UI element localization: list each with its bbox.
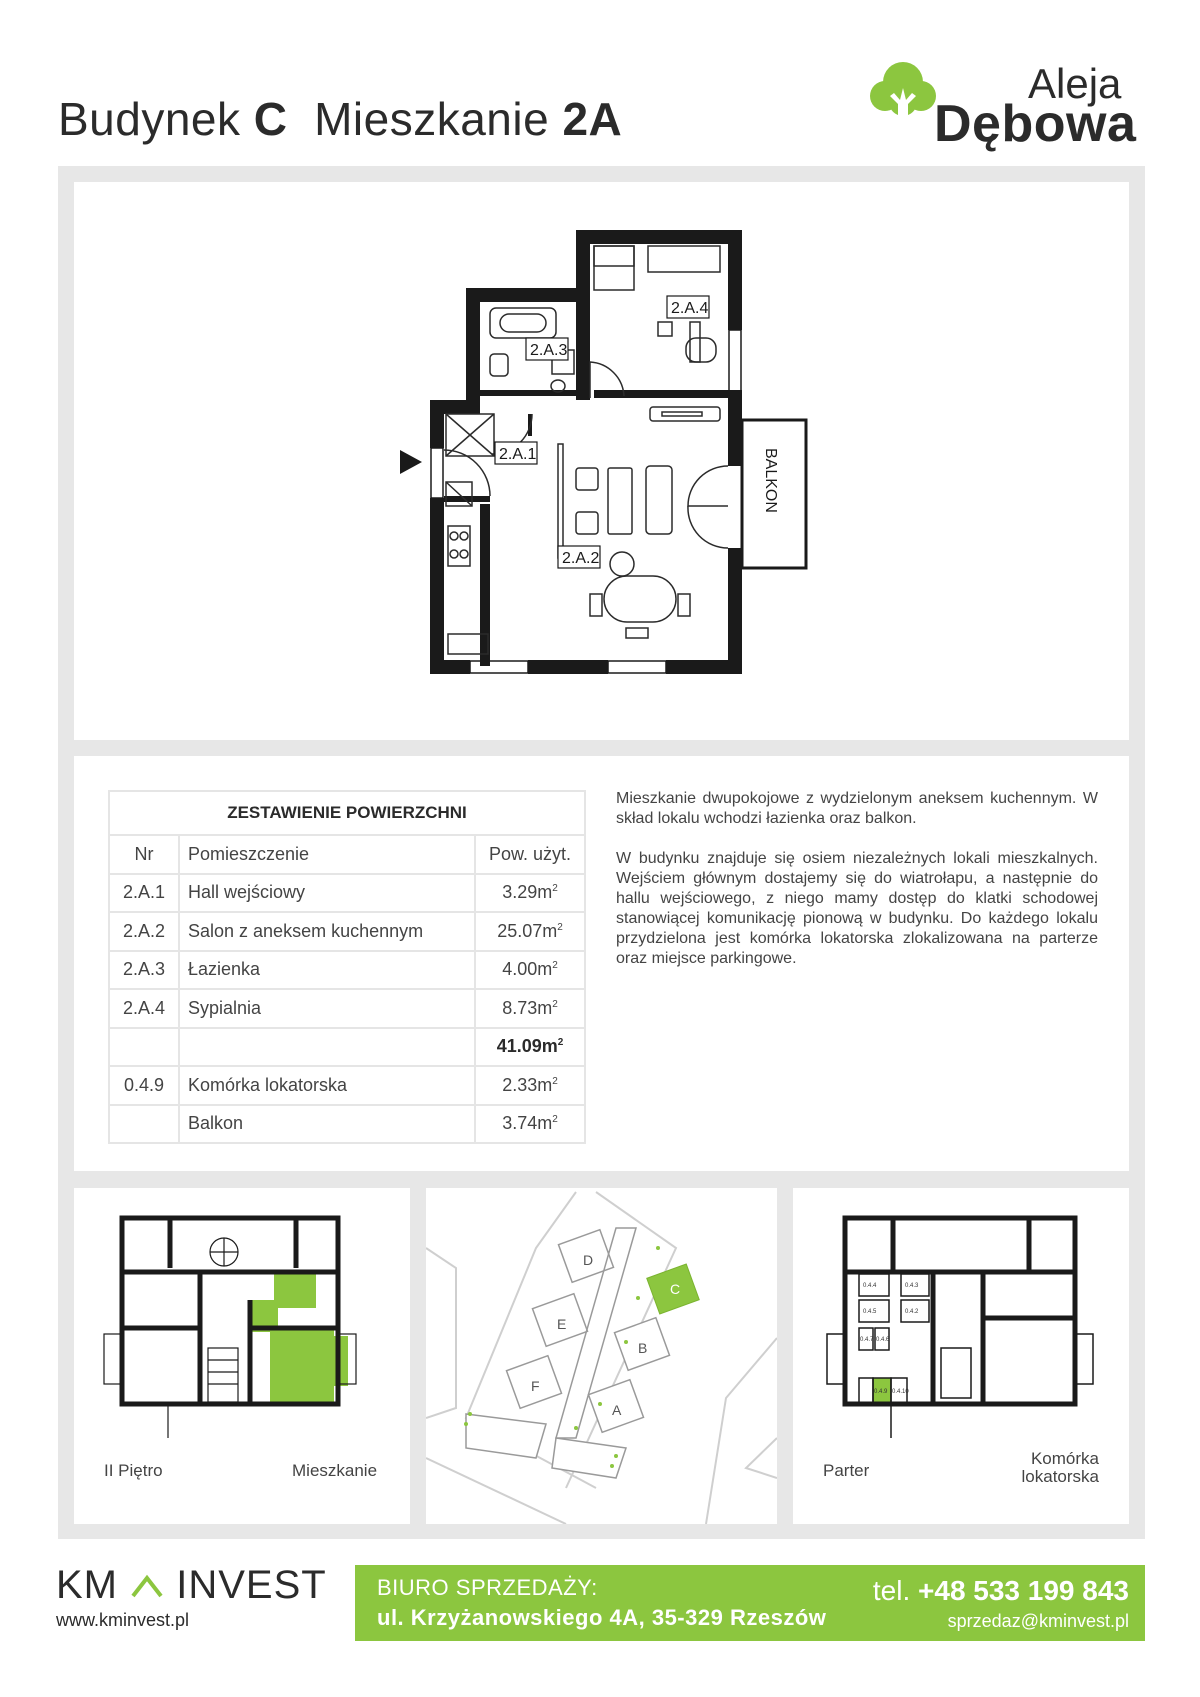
table-row: 2.A.4 Sypialnia $8.73m^2$ (109, 989, 585, 1028)
floor-mini-plan-panel (74, 1188, 410, 1524)
brand-logo (868, 54, 1148, 153)
table-row: 2.A.3 Łazienka $4.00m^2$ (109, 951, 585, 990)
floor-label: II Piętro (104, 1461, 163, 1480)
apartment-value: 2A (562, 93, 623, 145)
site-building-label: B (638, 1340, 648, 1356)
floor-plan-panel (74, 182, 1129, 740)
area-table (108, 790, 586, 1144)
storage-label: 0.4.10 (892, 1389, 909, 1395)
storage-label: 0.4.6 (876, 1337, 890, 1343)
balcony-label: BALKON (762, 448, 779, 513)
storage-caption-2: lokatorska (1021, 1467, 1099, 1486)
table-row: 2.A.1 Hall wejściowy $3.29m^2$ (109, 874, 585, 913)
storage-caption-1: Komórka (1030, 1449, 1099, 1468)
company-name-left: KM (56, 1563, 118, 1607)
table-header: Nr Pomieszczenie Pow. użyt. (109, 835, 585, 874)
site-building-label: F (531, 1378, 540, 1394)
office-label: BIURO SPRZEDAŻY: (377, 1575, 598, 1600)
table-row: 2.A.2 Salon z aneksem kuchennym $25.07m^2$ (109, 912, 585, 951)
room-label: 2.A.1 (499, 446, 537, 463)
storage-label: 0.4.9 (874, 1389, 888, 1395)
storage-label: 0.4.7 (860, 1337, 874, 1343)
floor-mini-plan (74, 1188, 410, 1524)
building-label: Budynek (58, 93, 241, 145)
room-label: 2.A.3 (530, 342, 568, 359)
ground-mini-plan-panel (793, 1188, 1129, 1524)
table-row: 0.4.9 Komórka lokatorska $2.33m^2$ (109, 1066, 585, 1105)
storage-label: 0.4.3 (905, 1283, 919, 1289)
ground-label: Parter (823, 1461, 870, 1480)
site-building-label: C (670, 1281, 681, 1297)
building-value: C (253, 93, 288, 145)
logo-line2: Dębowa (934, 95, 1137, 153)
apartment-label: Mieszkanie (292, 1461, 378, 1480)
email-link[interactable]: sprzedaz@kminvest.pl (947, 1611, 1129, 1631)
company-logo (56, 1563, 327, 1631)
description-paragraph: Mieszkanie dwupokojowe z wydzielonym aneksem kuchennym. W skład lokalu wchodzi łazienka oraz balkon. (616, 790, 1098, 827)
apartment-label: Mieszkanie (314, 93, 550, 145)
phone[interactable]: tel. +48 533 199 843 (872, 1575, 1129, 1606)
table-caption: ZESTAWIENIE POWIERZCHNI (109, 791, 585, 835)
tree-icon (868, 58, 938, 146)
storage-label: 0.4.2 (905, 1309, 919, 1315)
contact-bar (355, 1565, 1145, 1641)
entrance-arrow-icon (400, 450, 422, 474)
logo-line1: Aleja (1028, 60, 1122, 107)
site-building-label: E (557, 1316, 567, 1332)
storage-label: 0.4.4 (863, 1283, 877, 1289)
site-building-label: A (612, 1402, 622, 1418)
table-row: Balkon $3.74m^2$ (109, 1105, 585, 1144)
room-label: 2.A.4 (671, 300, 709, 317)
description-paragraph: W budynku znajduje się osiem niezależnych lokali mieszkalnych. Wejściem głównym dostajemy się do wiatrołapu, a następnie do hallu wejściowego, z niego mamy dostęp do klatki schodowej stanowiącej komunikację pionową w budynku. Do każdego lokalu przydzielona jest komórka lokatorska zlokalizowana na parterze oraz miejsce parkingowe. (616, 850, 1098, 967)
floor-plan (74, 182, 1129, 740)
apartment-description (616, 789, 1098, 989)
roof-icon (130, 1574, 164, 1598)
page-title (58, 92, 622, 146)
company-name-right: INVEST (176, 1563, 327, 1607)
site-plan-panel (426, 1188, 777, 1524)
company-website[interactable]: www.kminvest.pl (56, 1610, 190, 1630)
site-building-label: D (583, 1252, 594, 1268)
site-plan (426, 1188, 777, 1524)
office-address: ul. Krzyżanowskiego 4A, 35-329 Rzeszów (377, 1605, 827, 1630)
room-label: 2.A.2 (562, 550, 600, 567)
storage-label: 0.4.5 (863, 1309, 877, 1315)
table-total-row: $41.09m^2$ (109, 1028, 585, 1067)
ground-mini-plan (793, 1188, 1129, 1524)
